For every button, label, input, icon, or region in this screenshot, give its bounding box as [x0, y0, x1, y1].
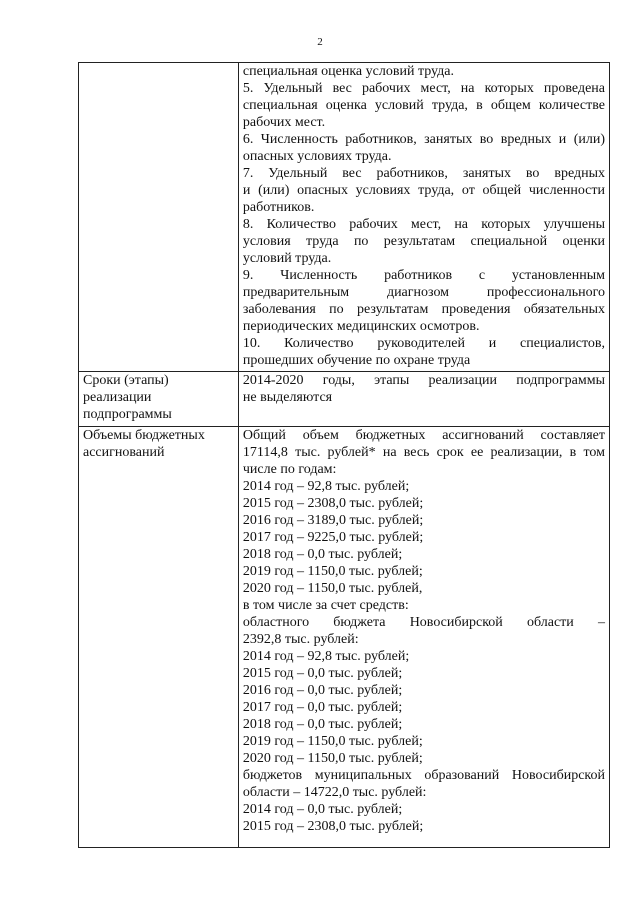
- table-row-indicators: [79, 63, 610, 372]
- text-line: и (или) опасных условиях труда, от общей численности: [242, 183, 605, 198]
- text-line: 2016 год – 3189,0 тыс. рублей;: [242, 513, 424, 528]
- text-line: 2020 год – 1150,0 тыс. рублей;: [242, 751, 423, 766]
- text-line: Общий объем бюджетных ассигнований составляет: [242, 428, 605, 443]
- text-line: периодических медицинских осмотров.: [242, 319, 480, 334]
- row-label: Объемы бюджетных ассигнований: [79, 427, 239, 848]
- text-line: 5. Удельный вес рабочих мест, на которых проведена: [242, 81, 605, 96]
- table-row-budget: [79, 427, 610, 848]
- text-line: специальная оценка условий труда, в общем количестве: [242, 98, 605, 113]
- text-line: 2014-2020 годы, этапы реализации подпрограммы: [242, 373, 605, 388]
- text-line: числе по годам:: [242, 462, 337, 477]
- text-line: опасных условиях труда.: [242, 149, 392, 164]
- text-line: специальная оценка условий труда.: [242, 64, 455, 79]
- text-line: 2014 год – 0,0 тыс. рублей;: [242, 802, 403, 817]
- text-line: 10. Количество руководителей и специалистов,: [242, 336, 605, 351]
- text-line: 2016 год – 0,0 тыс. рублей;: [242, 683, 403, 698]
- text-line: 2392,8 тыс. рублей:: [242, 632, 359, 647]
- row-content: [238, 427, 609, 848]
- text-line: в том числе за счет средств:: [242, 598, 409, 613]
- row-label: Сроки (этапы) реализации подпрограммы: [79, 372, 239, 427]
- text-line: работников.: [242, 200, 315, 215]
- text-line: областного бюджета Новосибирской области –: [242, 615, 605, 630]
- text-line: 2015 год – 2308,0 тыс. рублей;: [242, 819, 424, 834]
- text-line: 2015 год – 2308,0 тыс. рублей;: [242, 496, 424, 511]
- program-passport-table: [78, 62, 610, 848]
- text-line: условий труда.: [242, 251, 332, 266]
- text-line: 2017 год – 0,0 тыс. рублей;: [242, 700, 403, 715]
- text-line: 2020 год – 1150,0 тыс. рублей,: [242, 581, 423, 596]
- text-line: 2018 год – 0,0 тыс. рублей;: [242, 547, 403, 562]
- text-line: 6. Численность работников, занятых во вредных и (или): [242, 132, 605, 147]
- text-line: 2019 год – 1150,0 тыс. рублей;: [242, 564, 423, 579]
- page-number: 2: [317, 36, 323, 48]
- text-line: 17114,8 тыс. рублей* на весь срок ее реализации, в том: [242, 445, 605, 460]
- row-content: [238, 372, 609, 427]
- text-line: не выделяются: [242, 390, 333, 405]
- text-line: 2014 год – 92,8 тыс. рублей;: [242, 479, 410, 494]
- text-line: предварительным диагнозом профессионального: [242, 285, 605, 300]
- text-line: 2017 год – 9225,0 тыс. рублей;: [242, 530, 424, 545]
- text-line: 2014 год – 92,8 тыс. рублей;: [242, 649, 410, 664]
- text-line: условия труда по результатам специальной оценки: [242, 234, 605, 249]
- row-content: [238, 63, 609, 372]
- text-line: заболевания по результатам проведения обязательных: [242, 302, 605, 317]
- text-line: 9. Численность работников с установленным: [242, 268, 605, 283]
- text-line: 8. Количество рабочих мест, на которых улучшены: [242, 217, 605, 232]
- text-line: 2018 год – 0,0 тыс. рублей;: [242, 717, 403, 732]
- row-label: [79, 63, 239, 372]
- table-row-terms: [79, 372, 610, 427]
- text-line: прошедших обучение по охране труда: [242, 353, 471, 368]
- text-line: 7. Удельный вес работников, занятых во вредных: [242, 166, 605, 181]
- text-line: 2015 год – 0,0 тыс. рублей;: [242, 666, 403, 681]
- text-line: 2019 год – 1150,0 тыс. рублей;: [242, 734, 423, 749]
- text-line: бюджетов муниципальных образований Новосибирской: [242, 768, 605, 783]
- text-line: области – 14722,0 тыс. рублей:: [242, 785, 427, 800]
- text-line: рабочих мест.: [242, 115, 326, 130]
